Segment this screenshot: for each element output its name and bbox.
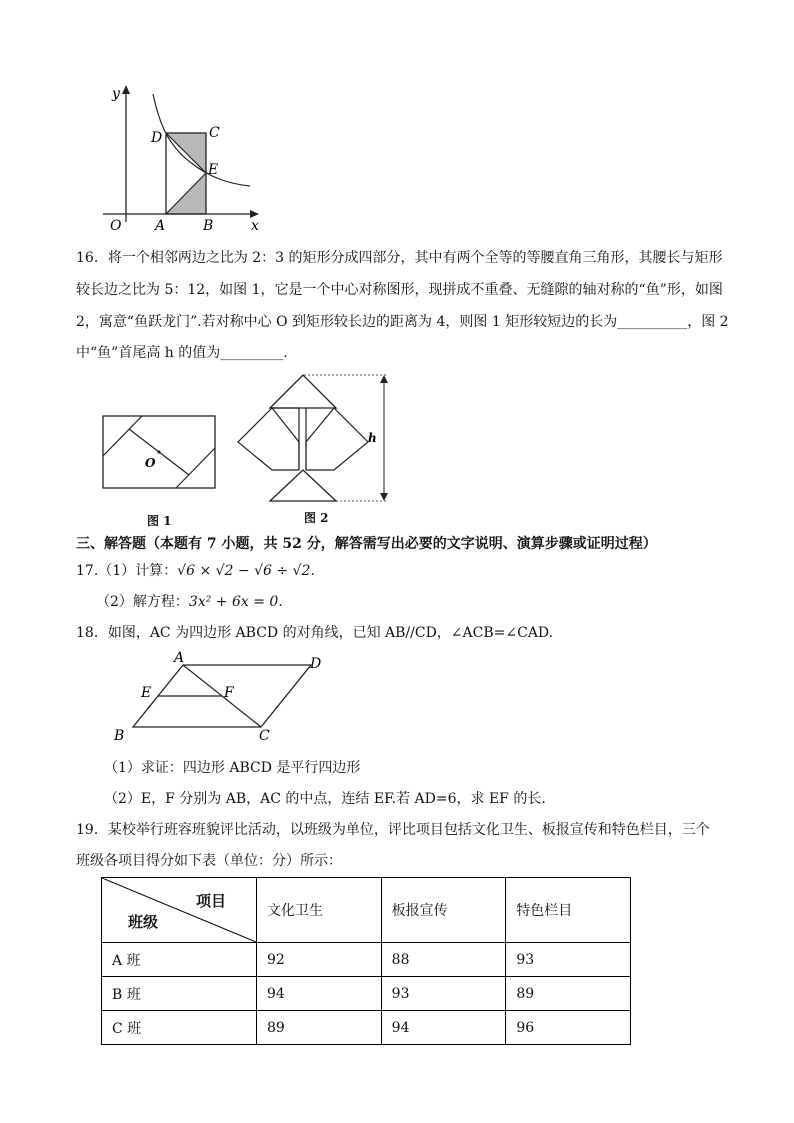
q15-label-a: A bbox=[155, 218, 166, 232]
table-header-row bbox=[102, 878, 631, 943]
q18-label-c: C bbox=[259, 728, 270, 744]
table-cell: 93 bbox=[506, 943, 631, 977]
q19-line-1: 19．某校举行班容班貌评比活动，以班级为单位，评比项目包括文化卫生、板报宣传和特色栏目，三个 bbox=[76, 822, 710, 838]
q16-fig2-bottom-triangle bbox=[270, 470, 336, 501]
q16-line-2: 较长边之比为 5：12，如图 1，它是一个中心对称图形，现拼成不重叠、无缝隙的轴对称的“鱼”形，如图 bbox=[76, 282, 723, 298]
table-cell: 93 bbox=[381, 977, 506, 1011]
q15-label-b: B bbox=[203, 218, 214, 232]
q18-stem: 18．如图，AC 为四边形 ABCD 的对角线，已知 AB//CD，∠ACB=∠CAD. bbox=[76, 625, 554, 641]
table-row bbox=[102, 977, 631, 1011]
q16-fig2-top-triangle bbox=[270, 375, 336, 408]
q17-part-1-expression: √6 × √2 − √6 ÷ √2. bbox=[177, 563, 315, 579]
q15-label-x: x bbox=[251, 218, 259, 232]
q16-fig2-h-label: h bbox=[368, 431, 377, 445]
q17-part-2-expression: 3x² + 6x = 0. bbox=[188, 594, 283, 610]
section-3-heading: 三、解答题（本题有 7 小题，共 52 分，解答需写出必要的文字说明、演算步骤或证明过程） bbox=[76, 536, 657, 552]
table-cell: 88 bbox=[381, 943, 506, 977]
table-corner-cell bbox=[102, 878, 257, 943]
table-cell: 94 bbox=[257, 977, 382, 1011]
q18-label-e: E bbox=[141, 685, 152, 701]
q18-label-a: A bbox=[174, 650, 185, 666]
table-header-cell: 文化卫生 bbox=[257, 878, 382, 943]
table-cell: 94 bbox=[381, 1011, 506, 1045]
q16-figure-1 bbox=[100, 412, 220, 492]
table-header-cell: 板报宣传 bbox=[381, 878, 506, 943]
q15-label-y: y bbox=[112, 86, 120, 102]
q17-part-1 bbox=[76, 561, 315, 581]
q16-figure-2-caption: 图 2 bbox=[304, 511, 329, 525]
q16-line-3: 2，寓意“鱼跃龙门”.若对称中心 O 到矩形较长边的距离为 4，则图 1 矩形较短边的长为__________，图 2 bbox=[76, 314, 729, 330]
q19-score-table bbox=[101, 877, 631, 1045]
q16-line-1: 16．将一个相邻两边之比为 2：3 的矩形分成四部分，其中有两个全等的等腰直角三角形，其腰长与矩形 bbox=[76, 250, 723, 266]
table-row bbox=[102, 943, 631, 977]
table-cell: 89 bbox=[257, 1011, 382, 1045]
q15-label-e: E bbox=[208, 162, 219, 178]
table-header-cell: 特色栏目 bbox=[506, 878, 631, 943]
table-row bbox=[102, 1011, 631, 1045]
q16-fig1-center-o: O bbox=[145, 456, 156, 470]
q17-part-1-prefix: 17.（1）计算： bbox=[76, 563, 178, 579]
table-corner-project-label: 项目 bbox=[195, 892, 226, 910]
q18-label-b: B bbox=[114, 728, 125, 744]
table-corner-class-label: 班级 bbox=[128, 913, 159, 931]
table-cell: 96 bbox=[506, 1011, 631, 1045]
table-cell: 89 bbox=[506, 977, 631, 1011]
table-cell: 92 bbox=[257, 943, 382, 977]
q18-label-f: F bbox=[224, 685, 234, 701]
q19-line-2: 班级各项目得分如下表（单位：分）所示： bbox=[76, 853, 342, 869]
q15-graph-figure bbox=[95, 82, 270, 232]
q15-label-d: D bbox=[151, 130, 163, 146]
q15-label-o: O bbox=[110, 218, 122, 232]
table-row-class-name: C 班 bbox=[102, 1011, 257, 1045]
q18-label-d: D bbox=[310, 656, 322, 672]
q17-part-2 bbox=[96, 592, 283, 612]
q16-fig2-right-wing bbox=[306, 408, 368, 470]
q16-line-4: 中“鱼”首尾高 h 的值为_________. bbox=[76, 345, 288, 361]
q15-label-c: C bbox=[209, 125, 220, 141]
q18-part-2: （2）E，F 分别为 AB，AC 的中点，连结 EF.若 AD=6，求 EF 的长. bbox=[104, 791, 546, 807]
table-row-class-name: B 班 bbox=[102, 977, 257, 1011]
q18-part-1: （1）求证：四边形 ABCD 是平行四边形 bbox=[104, 760, 361, 776]
q18-parallelogram-figure bbox=[108, 650, 338, 746]
q17-part-2-prefix: （2）解方程： bbox=[96, 594, 189, 610]
q16-figure-1-caption: 图 1 bbox=[147, 514, 172, 528]
q16-figure-2 bbox=[234, 370, 404, 505]
q16-fig2-left-wing bbox=[238, 408, 299, 470]
table-row-class-name: A 班 bbox=[102, 943, 257, 977]
